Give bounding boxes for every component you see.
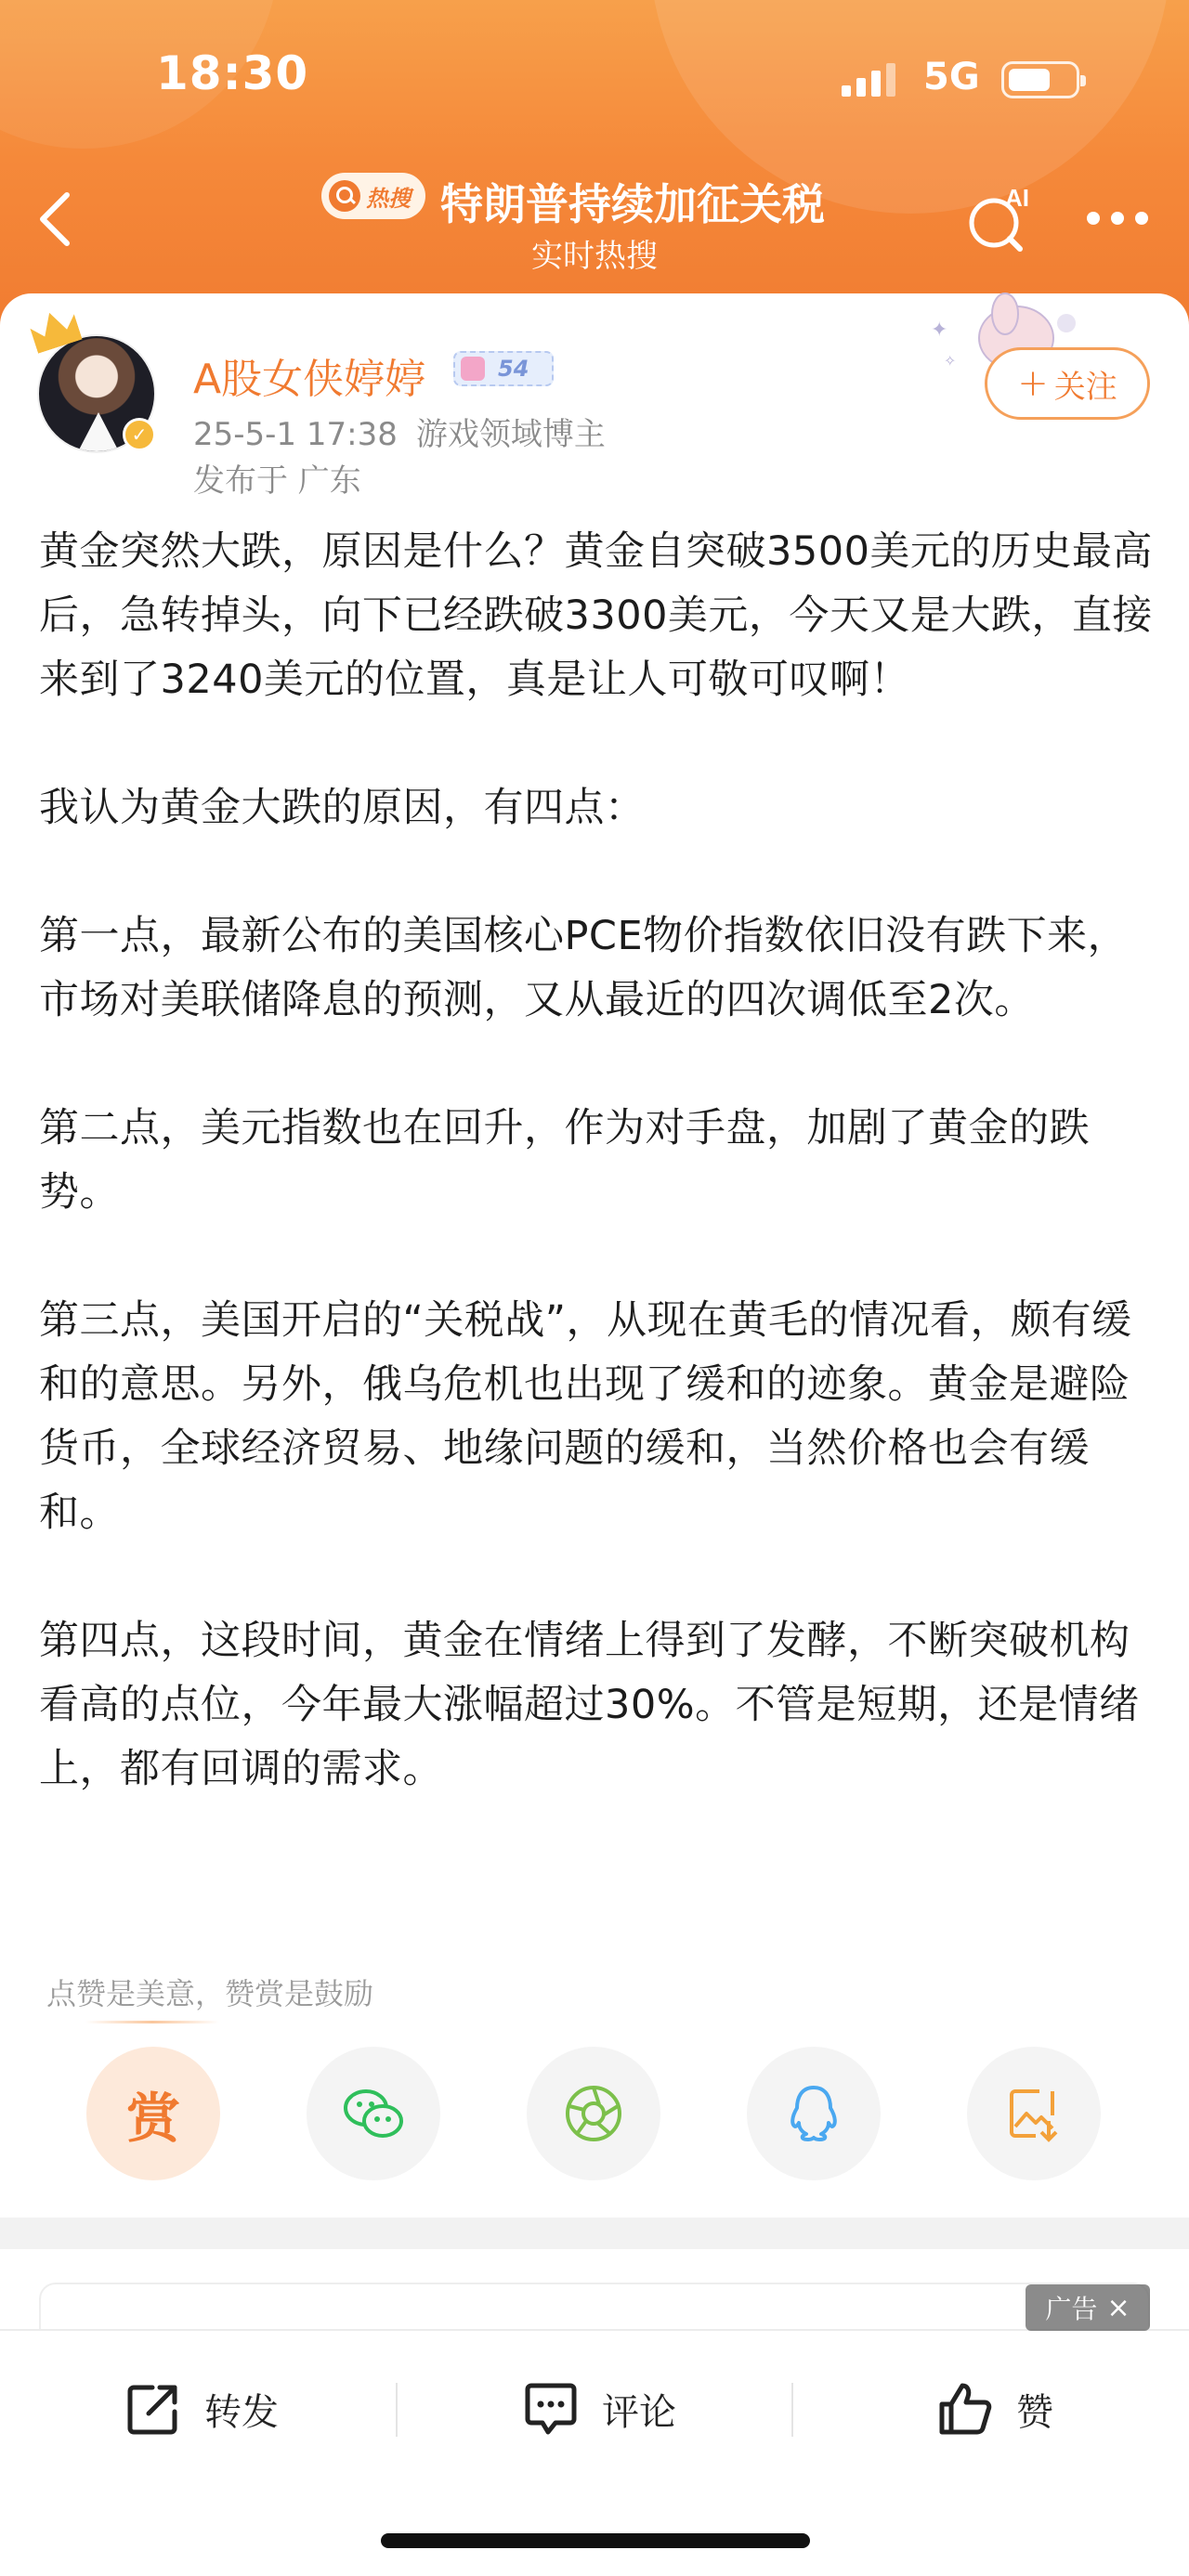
verified-icon: ✓ xyxy=(123,418,156,451)
author-tag: 游戏领域博主 xyxy=(415,416,606,453)
divider xyxy=(396,2383,398,2437)
article-paragraph: 黄金突然大跌，原因是什么？黄金自突破3500美元的历史最高后，急转掉头，向下已经跌破3300美元，今天又是大跌，直接来到了3240美元的位置，真是让人可敬可叹啊！ xyxy=(39,528,1153,703)
plus-icon: + xyxy=(1017,362,1049,405)
hot-search-badge[interactable] xyxy=(321,173,425,219)
level-icon xyxy=(461,357,485,381)
signal-icon xyxy=(842,61,897,97)
page-subtitle: 实时热搜 xyxy=(531,238,658,275)
post-meta xyxy=(193,409,606,454)
svg-text:AI: AI xyxy=(1005,184,1029,212)
qq-icon xyxy=(778,2078,849,2149)
like-button[interactable] xyxy=(933,2372,1053,2446)
page-title: 特朗普持续加征关税 xyxy=(440,179,825,229)
qq-share-button[interactable] xyxy=(747,2047,881,2180)
divider xyxy=(791,2383,793,2437)
status-time: 18:30 xyxy=(156,46,309,100)
article-paragraph: 第三点，美国开启的“关税战”，从现在黄毛的情况看，颇有缓和的意思。另外，俄乌危机也出现了缓和的迹象。黄金是避险货币，全球经济贸易、地缘问题的缓和，当然价格也会有缓和。 xyxy=(39,1297,1132,1536)
follow-button[interactable] xyxy=(985,347,1150,420)
hot-badge-label: 热搜 xyxy=(366,185,411,212)
ai-search-icon[interactable] xyxy=(964,184,1035,254)
wechat-share-button[interactable] xyxy=(307,2047,440,2180)
article-paragraph: 第二点，美元指数也在回升，作为对手盘，加剧了黄金的跌势。 xyxy=(39,1105,1090,1216)
comment-label: 评论 xyxy=(602,2390,676,2434)
comment-button[interactable] xyxy=(518,2372,676,2446)
moments-share-button[interactable] xyxy=(527,2047,660,2180)
repost-button[interactable] xyxy=(121,2372,279,2446)
author-avatar-group[interactable] xyxy=(37,316,158,455)
article-paragraph: 第四点，这段时间，黄金在情绪上得到了发酵，不断突破机构看高的点位，今年最大涨幅超过30%。不管是短期，还是情绪上，都有回调的需求。 xyxy=(39,1618,1140,1792)
post-location: 发布于 广东 xyxy=(193,462,361,500)
level-number: 54 xyxy=(498,356,529,382)
reward-label: 赏 xyxy=(125,2087,180,2150)
reward-tip: 点赞是美意，赞赏是鼓励 xyxy=(46,1976,374,2011)
close-icon[interactable]: × xyxy=(1106,2291,1130,2324)
level-badge xyxy=(453,351,554,386)
thumbs-up-icon xyxy=(933,2376,998,2441)
section-divider xyxy=(0,2218,1189,2249)
article-paragraph: 我认为黄金大跌的原因，有四点： xyxy=(39,785,646,831)
more-icon[interactable] xyxy=(1087,212,1150,227)
tip-indicator xyxy=(85,2021,219,2023)
article-paragraph: 第一点，最新公布的美国核心PCE物价指数依旧没有跌下来，市场对美联储降息的预测，又从最近的四次调低至2次。 xyxy=(39,913,1129,1023)
svg-text:✦: ✦ xyxy=(931,319,948,342)
battery-icon xyxy=(1001,61,1079,98)
network-type: 5G xyxy=(923,56,980,98)
share-row xyxy=(0,2047,1189,2186)
reward-button[interactable] xyxy=(86,2047,220,2180)
save-image-button[interactable] xyxy=(967,2047,1101,2180)
svg-text:✧: ✧ xyxy=(944,352,957,370)
search-icon xyxy=(329,180,360,212)
author-name[interactable]: A股女侠婷婷 xyxy=(193,356,426,403)
save-image-icon xyxy=(999,2078,1069,2149)
comment-icon xyxy=(518,2376,583,2441)
ad-label: 广告 xyxy=(1045,2294,1098,2324)
like-label: 赞 xyxy=(1016,2390,1053,2434)
post-date: 25-5-1 17:38 xyxy=(193,416,398,453)
moments-icon xyxy=(558,2078,629,2149)
ad-badge[interactable] xyxy=(1026,2284,1150,2331)
follow-label: 关注 xyxy=(1053,368,1117,406)
repost-label: 转发 xyxy=(204,2390,279,2434)
home-indicator[interactable] xyxy=(381,2533,810,2548)
article-body xyxy=(39,520,1154,1802)
repost-icon xyxy=(121,2376,186,2441)
wechat-icon xyxy=(338,2078,409,2149)
